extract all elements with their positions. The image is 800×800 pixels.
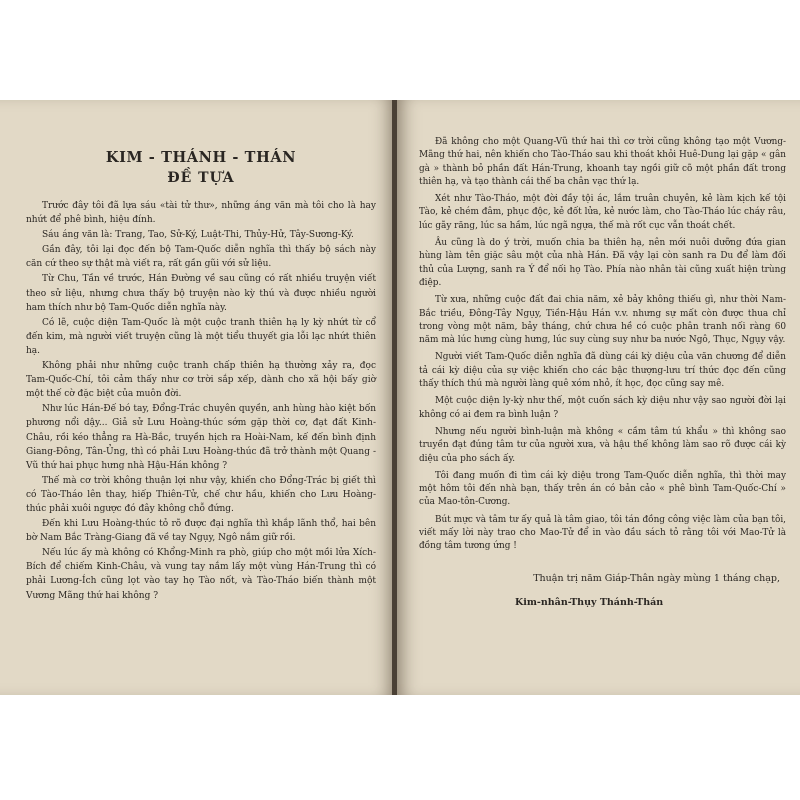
paragraph: Như lúc Hán-Đế bó tay, Đổng-Trác chuyên quyền, anh hùng hào kiệt bốn phương nổi dậy... Giả sử Lưu Hoàng-thúc sớm gặp thời cơ, đạt đất Kinh-Châu, rồi kéo thẳng ra Hà-Bắc, truyền hịch ra Hoài-Nam, kế đến bình định Giang-Đông, Tân-Ủng, thì có phải Lưu Hoàng-thúc đã trở thành một Quang - Vũ thứ hai phục hưng nhà Hậu-Hán không ? (26, 404, 376, 471)
paragraph: Từ xưa, những cuộc đất đai chia năm, xẻ bảy không thiếu gì, như thời Nam-Bắc triều, Đông-Tây Ngụy, Tiền-Hậu Hán v.v. nhưng sự mất còn được thua chỉ trong vòng một năm, bảy tháng, chứ chưa hề có cuộc phân tranh nối ràng 60 năm mà lúc hưng cùng hưng, lúc suy cùng suy như ba nước Ngô, Thục, Ngụy vậy. (419, 295, 786, 346)
paragraph: Có lẽ, cuộc diện Tam-Quốc là một cuộc tranh thiên hạ ly kỳ nhứt từ cổ đến kim, mà người viết truyện cũng là một tiểu thuyết gia lỗi lạc nhứt thiên hạ. (26, 317, 376, 356)
book-spread (0, 100, 800, 695)
paragraph: Đến khi Lưu Hoàng-thúc tỏ rõ được đại nghĩa thì khắp lãnh thổ, hai bên bờ Nam Bắc Tràng-Giang đã về tay Ngụy, Ngô nắm giữ rồi. (26, 519, 376, 544)
paragraph: Xét như Tào-Tháo, một đời đầy tội ác, lắm truân chuyên, kẻ làm kịch kế tội Tào, kẻ chém đâm, phục độc, kẻ đốt lửa, kẻ nước làm, cho Tào-Tháo lúc cháy râu, lúc gãy răng, lúc sa hầm, lúc ngã ngựa, thế mà rốt cục vẫn thoát chết. (419, 194, 786, 231)
left-page-content (26, 148, 376, 604)
paragraph: Đã không cho một Quang-Vũ thứ hai thì cơ trời cũng không tạo một Vương-Mãng thứ hai, nên khiến cho Tào-Tháo sau khi thoát khỏi Huê-Dung lại gặp « gân gà » thành bỏ phần đất Hán-Trung, khoanh tay ngồi giữ cõ một phần đất trong thiên hạ, và tạo thành cái thế ba chân vạc thứ lạ. (419, 137, 786, 187)
paragraph: Một cuộc diện ly-kỳ như thế, một cuốn sách kỳ diệu như vậy sao người đời lại không có ai đem ra bình luận ? (419, 396, 786, 420)
left-page (0, 100, 394, 695)
paragraph: Người viết Tam-Quốc diễn nghĩa đã dùng cái kỳ diệu của văn chương để diễn tả cái kỳ diệu của sự việc khiến cho các bậc thượng-lưu trí thức đọc đến cũng thấy thích thú mà người làng quê xóm nhỏ, ít học, đọc cũng say mê. (419, 352, 786, 390)
date-line: Thuận trị năm Giáp-Thân ngày mùng 1 tháng chạp, (533, 572, 780, 584)
right-page-content (419, 136, 786, 610)
page-title: KIM - THÁNH - THÁN (105, 149, 297, 166)
page-subtitle: ĐỀ TỰA (167, 170, 235, 186)
paragraph: Bút mực và tâm tư ấy quả là tâm giao, tôi tán đồng công việc làm của bạn tôi, viết mấy lời này trao cho Mao-Tử để in vào đầu sách tỏ rằng tôi với Mao-Tử là đồng tâm tương ứng ! (419, 514, 786, 552)
paragraph: Nếu lúc ấy mà không có Khổng-Minh ra phò, giúp cho một mồi lửa Xích-Bích để chiếm Kinh-Châu, và vung tay nắm lấy một vùng Hán-Trung thì có phải Lương-Ích cũng lọt vào tay họ Tào nốt, và Tào-Tháo biến thành một Vương Mãng thứ hai không ? (26, 548, 376, 601)
paragraph: Thế mà cơ trời không thuận lợi như vậy, khiến cho Đổng-Trác bị giết thì có Tào-Tháo lên thay, hiếp Thiên-Tử, chế chư hầu, khiến cho Lưu Hoàng-thúc phải xuôi ngược đó đây không chỗ đứng. (26, 475, 376, 514)
author-signature: Kim-nhân-Thụy Thánh-Thán (515, 596, 664, 608)
paragraph: Gần đây, tôi lại đọc đến bộ Tam-Quốc diễn nghĩa thì thấy bộ sách này căn cứ theo sự thật mà viết ra, rất gần gũi với sử liệu. (26, 245, 376, 270)
paragraph: Nhưng nếu người bình-luận mà không « cầm tâm tú khẩu » thì không sao truyền đạt đúng tâm tư của người xưa, và hậu thế không làm sao rõ được cái kỳ diệu của pho sách ấy. (419, 426, 786, 464)
paragraph: Âu cũng là do ý trời, muốn chia ba thiên hạ, nên mới nuôi dưỡng đứa gian hùng làm tên giặc sâu một của nhà Hán. Đã vậy lại còn sanh ra Du để làm đối thủ của Lượng, sanh ra Ý để nối họ Tào. Phía nào nhân tài cũng xuất hiện trùng điệp. (419, 238, 786, 288)
paragraph: Không phải như những cuộc tranh chấp thiên hạ thường xảy ra, đọc Tam-Quốc-Chí, tôi cảm thấy như cơ trời sắp xếp, dành cho xã hội bấy giờ một thế cờ đặc biệt của muôn đời. (26, 361, 376, 400)
paragraph: Sáu áng văn là: Trang, Tao, Sử-Ký, Luật-Thi, Thủy-Hử, Tây-Sương-Ký. (42, 230, 354, 241)
right-page (397, 100, 800, 695)
paragraph: Trước đây tôi đã lựa sáu «tài tử thư», những áng văn mà tôi cho là hay nhứt để phê bình, hiệu đính. (26, 201, 376, 226)
paragraph: Từ Chu, Tần về trước, Hán Đường về sau cũng có rất nhiều truyện viết theo sử liệu, nhưng chưa thấy bộ truyện nào kỳ thú và được nhiều người ham thích như bộ Tam-Quốc diễn nghĩa này. (26, 274, 376, 313)
paragraph: Tôi đang muốn đi tìm cái kỳ diệu trong Tam-Quốc diễn nghĩa, thì thời may một hôm tôi đến nhà bạn, thấy trên án có bản cảo « phê bình Tam-Quốc-Chí » của Mao-tôn-Cương. (419, 470, 786, 508)
